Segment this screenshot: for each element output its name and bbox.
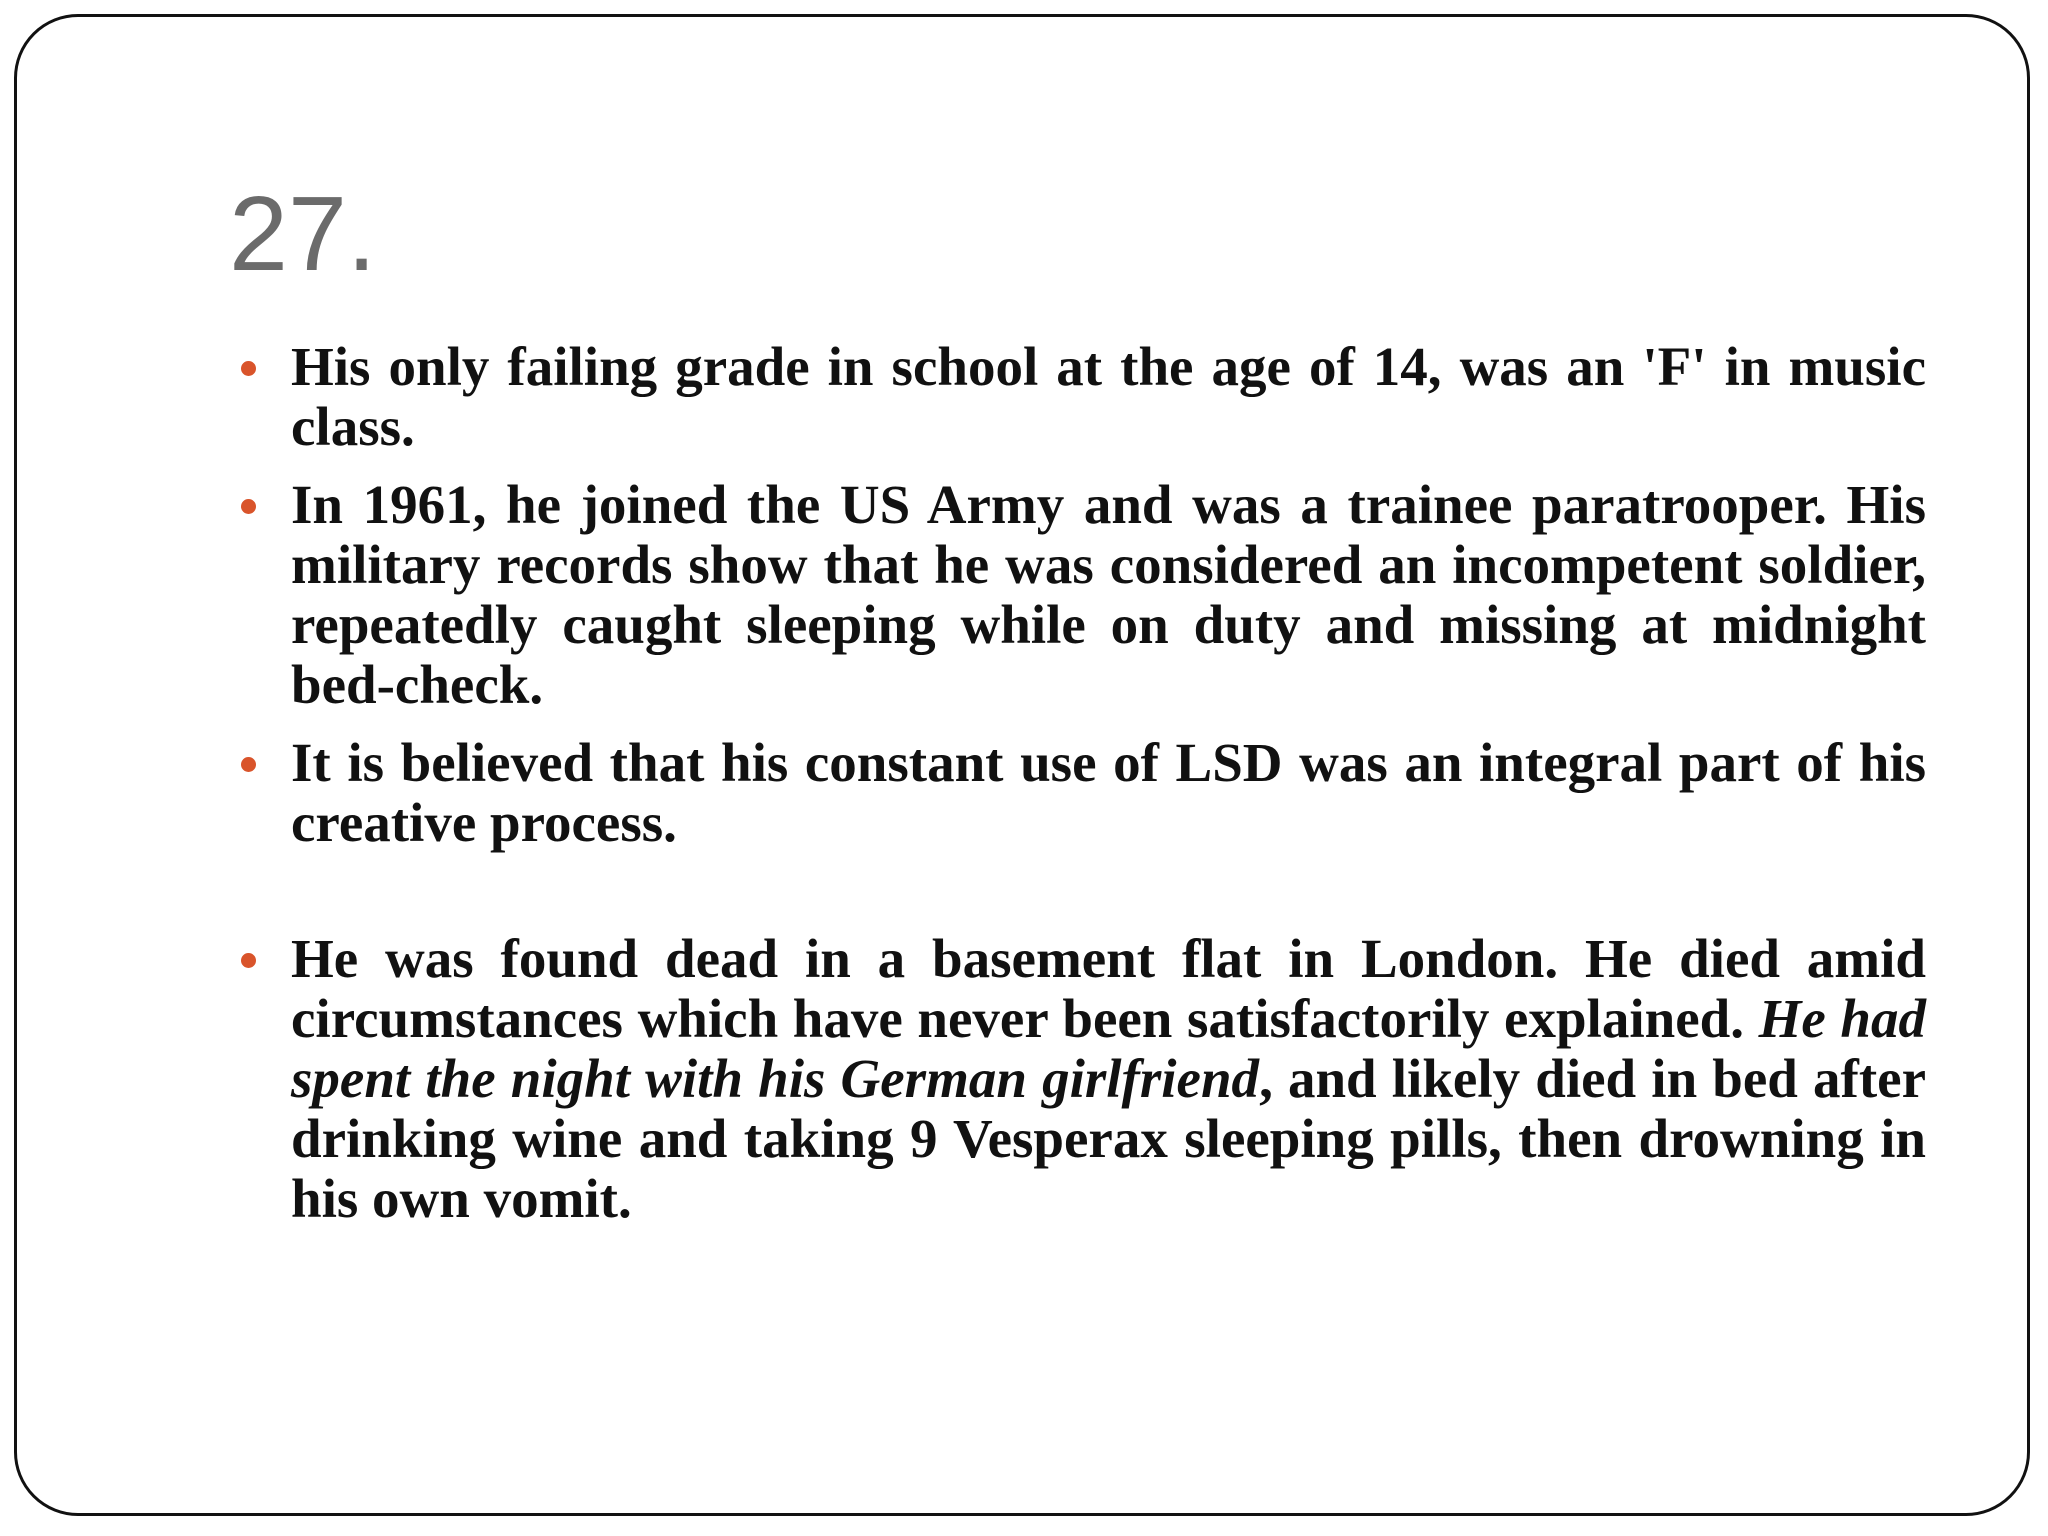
- bullet-dot-icon: [241, 499, 256, 514]
- slide: [14, 14, 2030, 1516]
- bullet-dot-icon: [241, 757, 256, 772]
- bullet-item: [233, 733, 1926, 853]
- bullet-item: [233, 929, 1926, 1229]
- bullet-item: [233, 337, 1926, 457]
- slide-title: 27.: [229, 175, 377, 293]
- bullet-list: [233, 337, 1926, 1247]
- bullet-text-italic: He had spent the night with his German girlfriend: [291, 988, 1927, 1109]
- bullet-text: In 1961, he joined the US Army and was a trainee paratrooper. His military records show that he was considered an incompetent soldier, repeatedly caught sleeping while on duty and missing at midnight bed-check.: [291, 474, 1926, 715]
- bullet-item: [233, 475, 1926, 715]
- bullet-text-start: He was found dead in a basement flat in London. He died amid circumstances which have never been satisfactorily explained.: [291, 928, 1926, 1049]
- bullet-text-end: , and likely died in bed after drinking wine and taking 9 Vesperax sleeping pills, then drowning in his own vomit.: [291, 1048, 1926, 1229]
- bullet-text: [291, 928, 1926, 1229]
- bullet-dot-icon: [241, 361, 256, 376]
- bullet-text: His only failing grade in school at the age of 14, was an 'F' in music class.: [291, 336, 1926, 457]
- bullet-dot-icon: [241, 953, 256, 968]
- bullet-text: It is believed that his constant use of LSD was an integral part of his creative process.: [291, 732, 1926, 853]
